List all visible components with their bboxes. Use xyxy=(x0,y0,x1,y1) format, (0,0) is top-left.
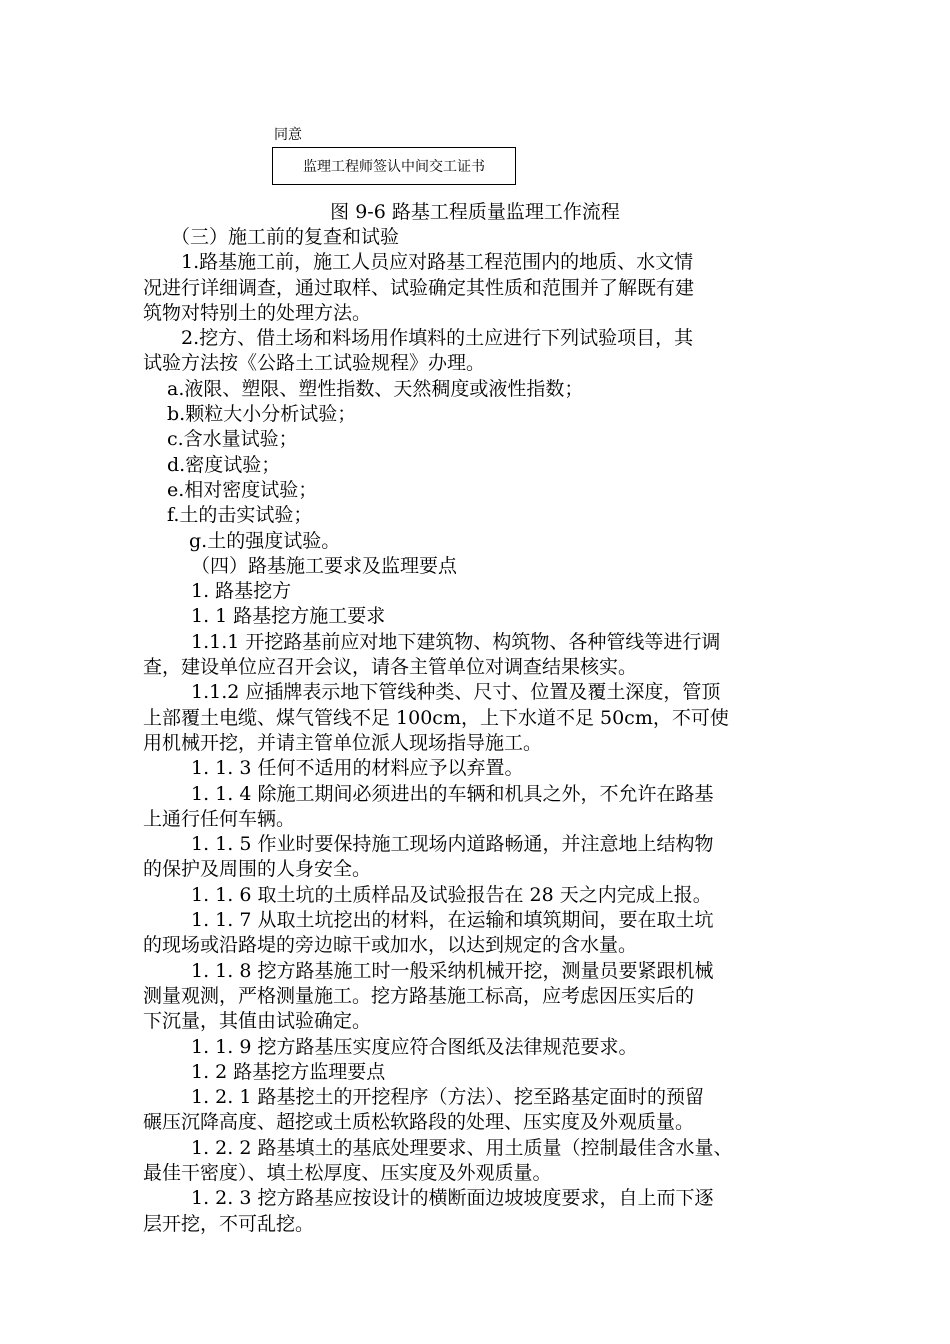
paragraph-line: 上通行任何车辆。 xyxy=(143,807,296,830)
paragraph-line: 1. 1. 5 作业时要保持施工现场内道路畅通，并注意地上结构物 xyxy=(191,833,714,856)
paragraph-line: 1.路基施工前，施工人员应对路基工程范围内的地质、水文情 xyxy=(181,251,694,274)
paragraph-line: 况进行详细调查，通过取样、试验确定其性质和范围并了解既有建 xyxy=(143,276,695,299)
list-item: b.颗粒大小分析试验； xyxy=(167,403,357,426)
paragraph-line: 试验方法按《公路土工试验规程》办理。 xyxy=(143,352,486,375)
paragraph-line: 1. 1. 9 挖方路基压实度应符合图纸及法律规范要求。 xyxy=(191,1035,638,1058)
list-item: c.含水量试验； xyxy=(167,428,298,451)
paragraph-line: 用机械开挖，并请主管单位派人现场指导施工。 xyxy=(143,731,543,754)
paragraph-line: 最佳干密度）、填土松厚度、压实度及外观质量。 xyxy=(143,1161,552,1184)
paragraph-line: 碾压沉降高度、超挖或土质松软路段的处理、压实度及外观质量。 xyxy=(143,1111,695,1134)
list-item: f.土的击实试验； xyxy=(167,504,313,527)
paragraph-line: 上部覆土电缆、煤气管线不足 100cm，上下水道不足 50cm，不可使 xyxy=(143,706,729,729)
paragraph-line: 1. 1. 7 从取土坑挖出的材料，在运输和填筑期间，要在取土坑 xyxy=(191,909,714,932)
paragraph-line: 1. 2. 3 挖方路基应按设计的横断面边坡坡度要求，自上而下逐 xyxy=(191,1187,714,1210)
paragraph-line: 下沉量，其值由试验确定。 xyxy=(143,1010,372,1033)
flowchart-agree-label: 同意 xyxy=(274,127,302,143)
paragraph-line: 1. 2. 2 路基填土的基底处理要求、用土质量（控制最佳含水量、 xyxy=(191,1136,733,1159)
paragraph-line: 1. 1. 3 任何不适用的材料应予以弃置。 xyxy=(191,757,524,780)
paragraph-line: 1. 2. 1 路基挖土的开挖程序（方法）、挖至路基定面时的预留 xyxy=(191,1086,704,1109)
paragraph-line: 1.1.1 开挖路基前应对地下建筑物、构筑物、各种管线等进行调 xyxy=(191,630,721,653)
section-heading: （三）施工前的复查和试验 xyxy=(171,226,400,248)
subsection-heading: 1. 路基挖方 xyxy=(191,580,292,603)
subsection-heading: 1. 2 路基挖方监理要点 xyxy=(191,1060,386,1083)
list-item: d.密度试验； xyxy=(167,453,281,476)
flowchart-final-box xyxy=(272,147,516,185)
flowchart-final-box-text: 监理工程师签认中间交工证书 xyxy=(303,159,485,175)
paragraph-line: 层开挖，不可乱挖。 xyxy=(143,1212,315,1235)
paragraph-line: 2.挖方、借土场和料场用作填料的土应进行下列试验项目，其 xyxy=(181,327,694,350)
paragraph-line: 测量观测，严格测量施工。挖方路基施工标高，应考虑因压实后的 xyxy=(143,984,695,1007)
paragraph-line: 查，建设单位应召开会议，请各主管单位对调查结果核实。 xyxy=(143,656,638,679)
list-item: g.土的强度试验。 xyxy=(189,529,341,552)
list-item: e.相对密度试验； xyxy=(167,478,318,501)
paragraph-line: 1.1.2 应插牌表示地下管线种类、尺寸、位置及覆土深度，管顶 xyxy=(191,681,721,704)
section-heading: （四）路基施工要求及监理要点 xyxy=(191,554,458,577)
subsection-heading: 1. 1 路基挖方施工要求 xyxy=(191,605,386,628)
document-body xyxy=(143,225,823,1237)
paragraph-line: 1. 1. 6 取土坑的土质样品及试验报告在 28 天之内完成上报。 xyxy=(191,883,712,906)
paragraph-line: 筑物对特别土的处理方法。 xyxy=(143,301,372,324)
figure-caption: 图 9-6 路基工程质量监理工作流程 xyxy=(330,201,620,223)
paragraph-line: 1. 1. 4 除施工期间必须进出的车辆和机具之外，不允许在路基 xyxy=(191,782,714,805)
paragraph-line: 的现场或沿路堤的旁边晾干或加水，以达到规定的含水量。 xyxy=(143,934,638,957)
list-item: a.液限、塑限、塑性指数、天然稠度或液性指数； xyxy=(167,377,584,400)
paragraph-line: 1. 1. 8 挖方路基施工时一般采纳机械开挖，测量员要紧跟机械 xyxy=(191,959,714,982)
paragraph-line: 的保护及周围的人身安全。 xyxy=(143,858,372,881)
